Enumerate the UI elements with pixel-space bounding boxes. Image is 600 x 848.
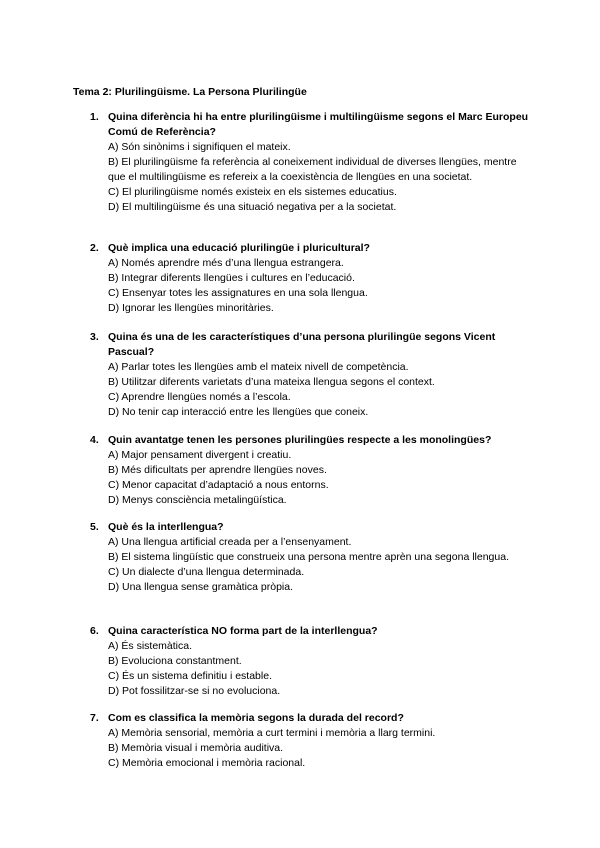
question-text: Què implica una educació plurilingüe i pluricultural? xyxy=(108,242,370,254)
answer-option: C) Memòria emocional i memòria racional. xyxy=(108,757,306,769)
question-number: 5. xyxy=(90,521,99,533)
answer-options xyxy=(108,256,530,316)
answer-option: D) Ignorar les llengües minoritàries. xyxy=(108,302,274,314)
answer-options xyxy=(108,140,530,215)
answer-option: A) Major pensament divergent i creatiu. xyxy=(108,449,292,461)
answer-option: B) Memòria visual i memòria auditiva. xyxy=(108,742,284,754)
answer-option: B) El plurilingüisme fa referència al coneixement individual de diverses llengües, mentre que el multilingüisme es refereix a la coexistència de llengües en una societat. xyxy=(108,156,517,183)
question-number: 7. xyxy=(90,712,99,724)
answer-option: A) Només aprendre més d’una llengua estrangera. xyxy=(108,257,344,269)
question-item xyxy=(90,520,530,595)
answer-option: D) No tenir cap interacció entre les llengües que coneix. xyxy=(108,406,369,418)
answer-option: A) Una llengua artificial creada per a l’ensenyament. xyxy=(108,536,352,548)
answer-option: B) Evoluciona constantment. xyxy=(108,655,242,667)
answer-option: C) Menor capacitat d’adaptació a nous entorns. xyxy=(108,479,329,491)
answer-option: D) Menys consciència metalingüística. xyxy=(108,494,287,506)
answer-option: B) El sistema lingüístic que construeix una persona mentre aprèn una segona llengua. xyxy=(108,551,509,563)
answer-option: A) És sistemàtica. xyxy=(108,640,193,652)
answer-options xyxy=(108,360,530,420)
document-title: Tema 2: Plurilingüisme. La Persona Plurilingüe xyxy=(73,86,307,98)
answer-option: D) Pot fossilitzar-se si no evoluciona. xyxy=(108,685,281,697)
question-text: Què és la interllengua? xyxy=(108,521,224,533)
question-item xyxy=(90,711,530,771)
answer-option: C) Aprendre llengües només a l’escola. xyxy=(108,391,291,403)
answer-option: C) El plurilingüisme només existeix en els sistemes educatius. xyxy=(108,186,397,198)
answer-option: A) Parlar totes les llengües amb el mateix nivell de competència. xyxy=(108,361,409,373)
answer-option: A) Són sinònims i signifiquen el mateix. xyxy=(108,141,291,153)
question-number: 4. xyxy=(90,434,99,446)
question-item xyxy=(90,330,530,420)
question-text: Quina característica NO forma part de la interllengua? xyxy=(108,625,378,637)
answer-options xyxy=(108,448,530,508)
question-number: 2. xyxy=(90,242,99,254)
question-item xyxy=(90,110,530,215)
question-number: 3. xyxy=(90,331,99,343)
answer-option: B) Utilitzar diferents varietats d’una mateixa llengua segons el context. xyxy=(108,376,435,388)
answer-options xyxy=(108,639,530,699)
answer-option: B) Integrar diferents llengües i cultures en l’educació. xyxy=(108,272,355,284)
question-item xyxy=(90,241,530,316)
answer-option: C) És un sistema definitiu i estable. xyxy=(108,670,272,682)
answer-option: A) Memòria sensorial, memòria a curt termini i memòria a llarg termini. xyxy=(108,727,436,739)
answer-options xyxy=(108,535,530,595)
question-number: 1. xyxy=(90,111,99,123)
question-text: Quin avantatge tenen les persones plurilingües respecte a les monolingües? xyxy=(108,434,492,446)
answer-option: D) Una llengua sense gramàtica pròpia. xyxy=(108,581,294,593)
answer-option: B) Més dificultats per aprendre llengües noves. xyxy=(108,464,327,476)
answer-option: D) El multilingüisme és una situació negativa per a la societat. xyxy=(108,201,397,213)
answer-option: C) Ensenyar totes les assignatures en una sola llengua. xyxy=(108,287,368,299)
answer-option: C) Un dialecte d’una llengua determinada. xyxy=(108,566,305,578)
question-item xyxy=(90,433,530,508)
question-text: Quina és una de les característiques d’una persona plurilingüe segons Vicent Pascual? xyxy=(108,331,496,358)
question-item xyxy=(90,624,530,699)
answer-options xyxy=(108,726,530,771)
question-number: 6. xyxy=(90,625,99,637)
question-text: Quina diferència hi ha entre plurilingüisme i multilingüisme segons el Marc Europeu Comú de Referència? xyxy=(108,111,529,138)
question-text: Com es classifica la memòria segons la durada del record? xyxy=(108,712,404,724)
